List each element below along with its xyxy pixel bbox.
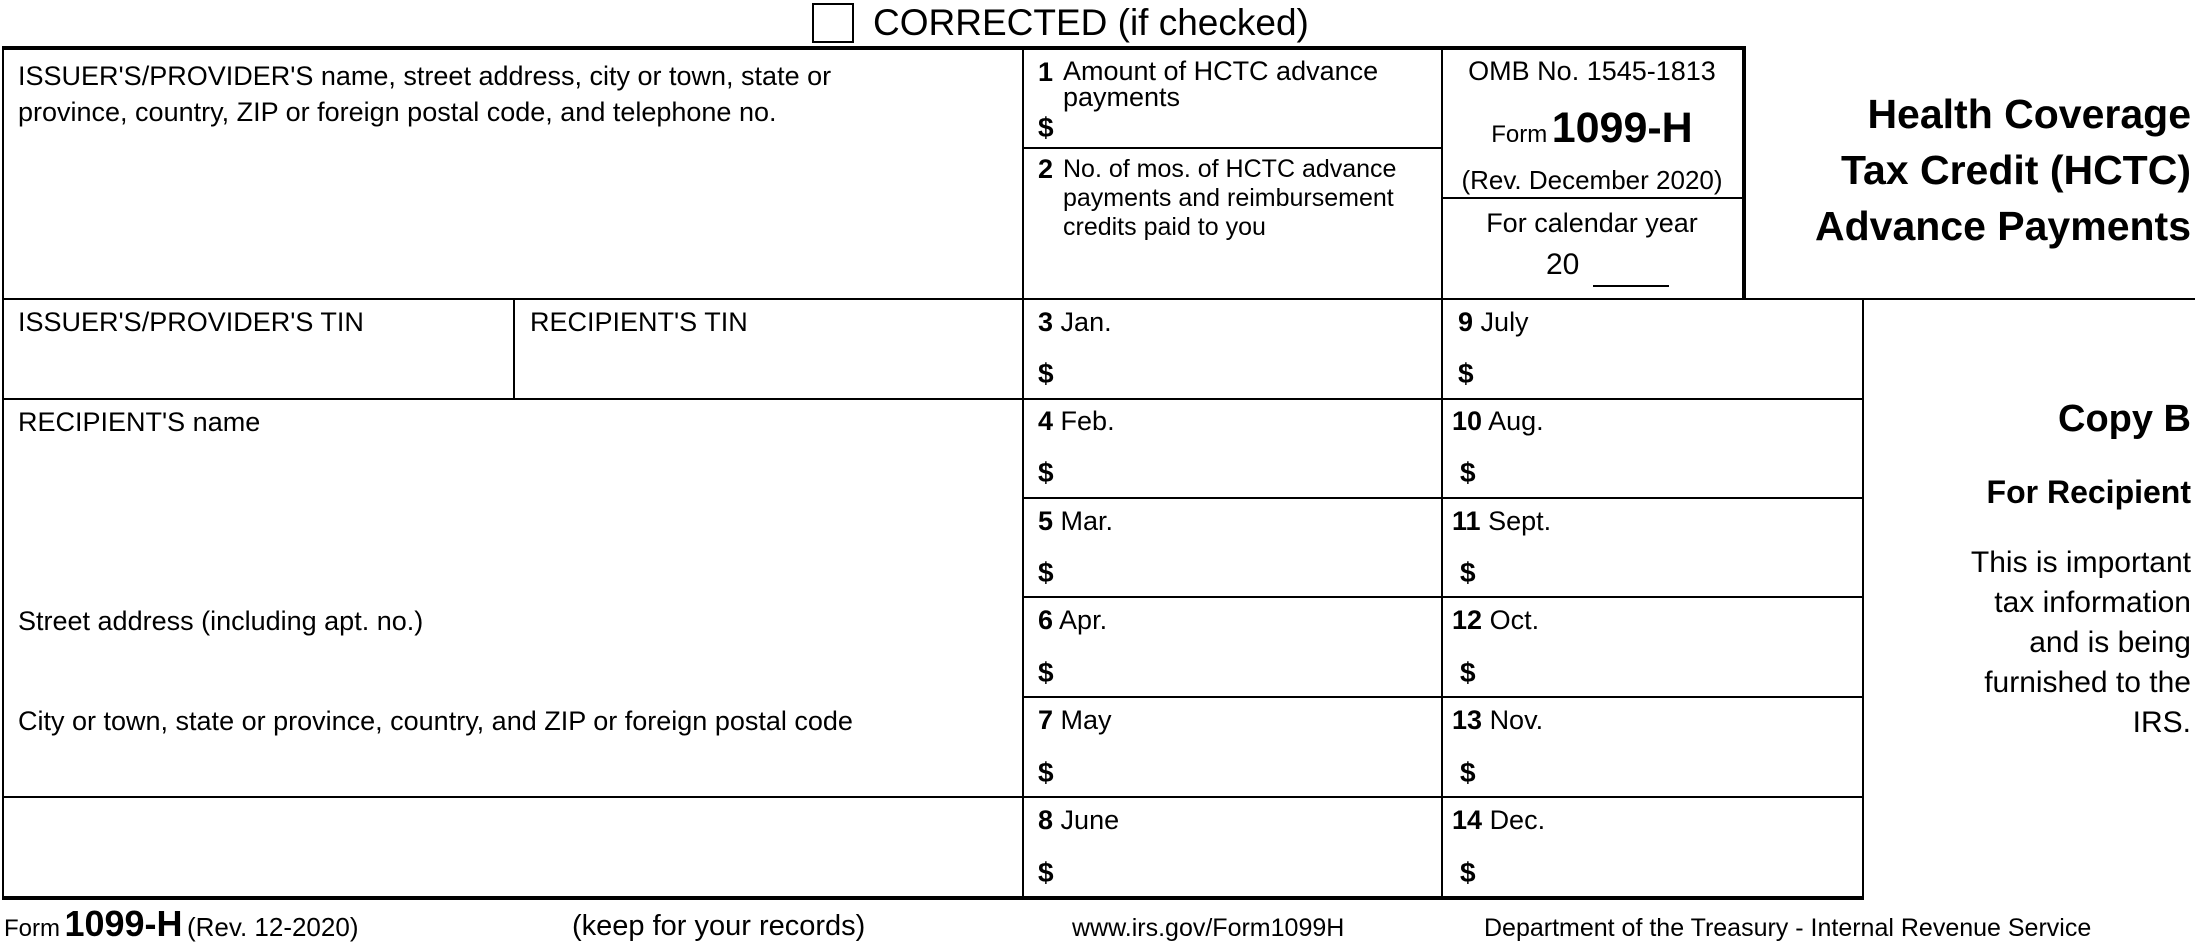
box7-dollar: $: [1038, 757, 1054, 788]
footer-department: Department of the Treasury - Internal Revenue Service: [1484, 914, 2092, 942]
box8-amount-field[interactable]: [1062, 851, 1438, 893]
box1-dollar: $: [1038, 112, 1054, 143]
form-title: [1746, 86, 2191, 254]
box7-label: May: [1060, 705, 1112, 735]
recipient-name-label: RECIPIENT'S name: [18, 407, 261, 437]
issuer-tin-field[interactable]: [4, 340, 512, 396]
box14-amount-field[interactable]: [1482, 851, 1860, 893]
footer-revision: (Rev. 12-2020): [186, 912, 359, 942]
row-line-4: [1022, 696, 1864, 698]
divider-col1: [1022, 46, 1024, 898]
footer-form-number: 1099-H: [64, 903, 183, 944]
omb-form-number: 1099-H: [1551, 104, 1693, 152]
footer-url: www.irs.gov/Form1099H: [1072, 914, 1345, 942]
box12-label: Oct.: [1489, 605, 1540, 635]
row-line-5: [2, 796, 1864, 798]
box9-label: July: [1480, 307, 1529, 337]
box10-amount-field[interactable]: [1482, 451, 1860, 493]
omb-form-id: [1443, 104, 1741, 153]
box5-label: Mar.: [1060, 506, 1114, 536]
box3-amount-field[interactable]: [1062, 352, 1438, 394]
box12-number: 12: [1452, 605, 1483, 635]
title-line-1: Health Coverage: [1867, 91, 2191, 137]
box7-number: 7: [1038, 705, 1054, 735]
box4-label: Feb.: [1060, 406, 1115, 436]
box1-number: 1: [1038, 57, 1054, 87]
box1-text: Amount of HCTC advance payments: [1063, 56, 1379, 112]
box3-dollar: $: [1038, 358, 1054, 389]
box11-dollar: $: [1460, 557, 1476, 588]
calendar-year-prefix: 20: [1546, 248, 1580, 281]
box14-number: 14: [1452, 805, 1483, 835]
corrected-label: CORRECTED (if checked): [873, 2, 1309, 43]
box1-amount-field[interactable]: [1060, 108, 1438, 144]
box1-box2-divider: [1022, 147, 1442, 149]
box5-amount-field[interactable]: [1062, 551, 1438, 593]
footer-keep: (keep for your records): [572, 910, 866, 942]
box1-label: [1038, 58, 1053, 87]
box6-amount-field[interactable]: [1062, 651, 1438, 693]
box11-label: Sept.: [1488, 506, 1552, 536]
corrected-checkbox[interactable]: [812, 3, 854, 43]
form-top-border: [2, 46, 1744, 50]
box4-dollar: $: [1038, 457, 1054, 488]
blank-field[interactable]: [4, 800, 1020, 894]
row-line-3: [1022, 596, 1864, 598]
box2-number: 2: [1038, 154, 1054, 184]
box7-amount-field[interactable]: [1062, 751, 1438, 793]
recipient-name-field[interactable]: [4, 440, 1020, 600]
calendar-year-field[interactable]: [1593, 285, 1669, 287]
street-address-label: Street address (including apt. no.): [18, 606, 424, 636]
divider-col3: [1862, 298, 1864, 898]
box10-dollar: $: [1460, 457, 1476, 488]
box6-number: 6: [1038, 605, 1054, 635]
copy-notice: This is important tax information and is being furnished to the IRS.: [1970, 546, 2191, 739]
box11-number: 11: [1452, 506, 1481, 536]
box4-number: 4: [1038, 406, 1054, 436]
box9-amount-field[interactable]: [1482, 352, 1860, 394]
box12-amount-field[interactable]: [1482, 651, 1860, 693]
copy-title: Copy B: [2058, 398, 2191, 440]
row-line-2: [1022, 497, 1864, 499]
footer-form-prefix: Form: [4, 915, 60, 942]
omb-revision: (Rev. December 2020): [1461, 165, 1723, 195]
box3-number: 3: [1038, 307, 1054, 337]
box8-label: June: [1060, 805, 1120, 835]
city-label: City or town, state or province, country, and ZIP or foreign postal code: [18, 706, 853, 736]
calendar-year-label: For calendar year: [1486, 208, 1698, 238]
title-line-2: Tax Credit (HCTC): [1840, 147, 2191, 193]
copy-subtitle: For Recipient: [1986, 474, 2191, 510]
box3-label: Jan.: [1060, 307, 1112, 337]
row-line-tin-top: [2, 298, 2195, 300]
issuer-name-label: ISSUER'S/PROVIDER'S name, street address, city or town, state or province, country, ZIP or foreign postal code, and telephone no.: [18, 61, 832, 127]
box13-dollar: $: [1460, 757, 1476, 788]
box11-amount-field[interactable]: [1482, 551, 1860, 593]
box13-amount-field[interactable]: [1482, 751, 1860, 793]
omb-form-prefix: Form: [1491, 121, 1548, 148]
box10-number: 10: [1452, 406, 1483, 436]
divider-tin: [513, 298, 515, 399]
box14-label: Dec.: [1489, 805, 1546, 835]
omb-calendar-divider: [1441, 197, 1744, 199]
form-bottom-border: [2, 896, 1864, 900]
issuer-name-field[interactable]: [4, 110, 1020, 296]
box6-label: Apr.: [1059, 605, 1108, 635]
box9-number: 9: [1458, 307, 1474, 337]
box6-dollar: $: [1038, 657, 1054, 688]
row-line-1: [2, 398, 1864, 400]
box4-amount-field[interactable]: [1062, 451, 1438, 493]
box12-dollar: $: [1460, 657, 1476, 688]
box13-number: 13: [1452, 705, 1483, 735]
footer-form-id: [4, 903, 358, 945]
box8-number: 8: [1038, 805, 1054, 835]
issuer-tin-label: ISSUER'S/PROVIDER'S TIN: [18, 307, 364, 337]
recipient-tin-label: RECIPIENT'S TIN: [530, 307, 748, 337]
street-address-field[interactable]: [4, 640, 1020, 700]
title-line-3: Advance Payments: [1814, 203, 2191, 249]
box2-field[interactable]: [1024, 245, 1440, 297]
box10-label: Aug.: [1488, 406, 1544, 436]
recipient-tin-field[interactable]: [516, 340, 1020, 396]
box5-number: 5: [1038, 506, 1054, 536]
box8-dollar: $: [1038, 857, 1054, 888]
box5-dollar: $: [1038, 557, 1054, 588]
omb-number: OMB No. 1545-1813: [1468, 56, 1716, 86]
box13-label: Nov.: [1489, 705, 1544, 735]
box14-dollar: $: [1460, 857, 1476, 888]
box9-dollar: $: [1458, 358, 1474, 389]
box2-text: No. of mos. of HCTC advance payments and reimbursement credits paid to you: [1063, 155, 1397, 241]
city-field[interactable]: [4, 740, 1020, 794]
